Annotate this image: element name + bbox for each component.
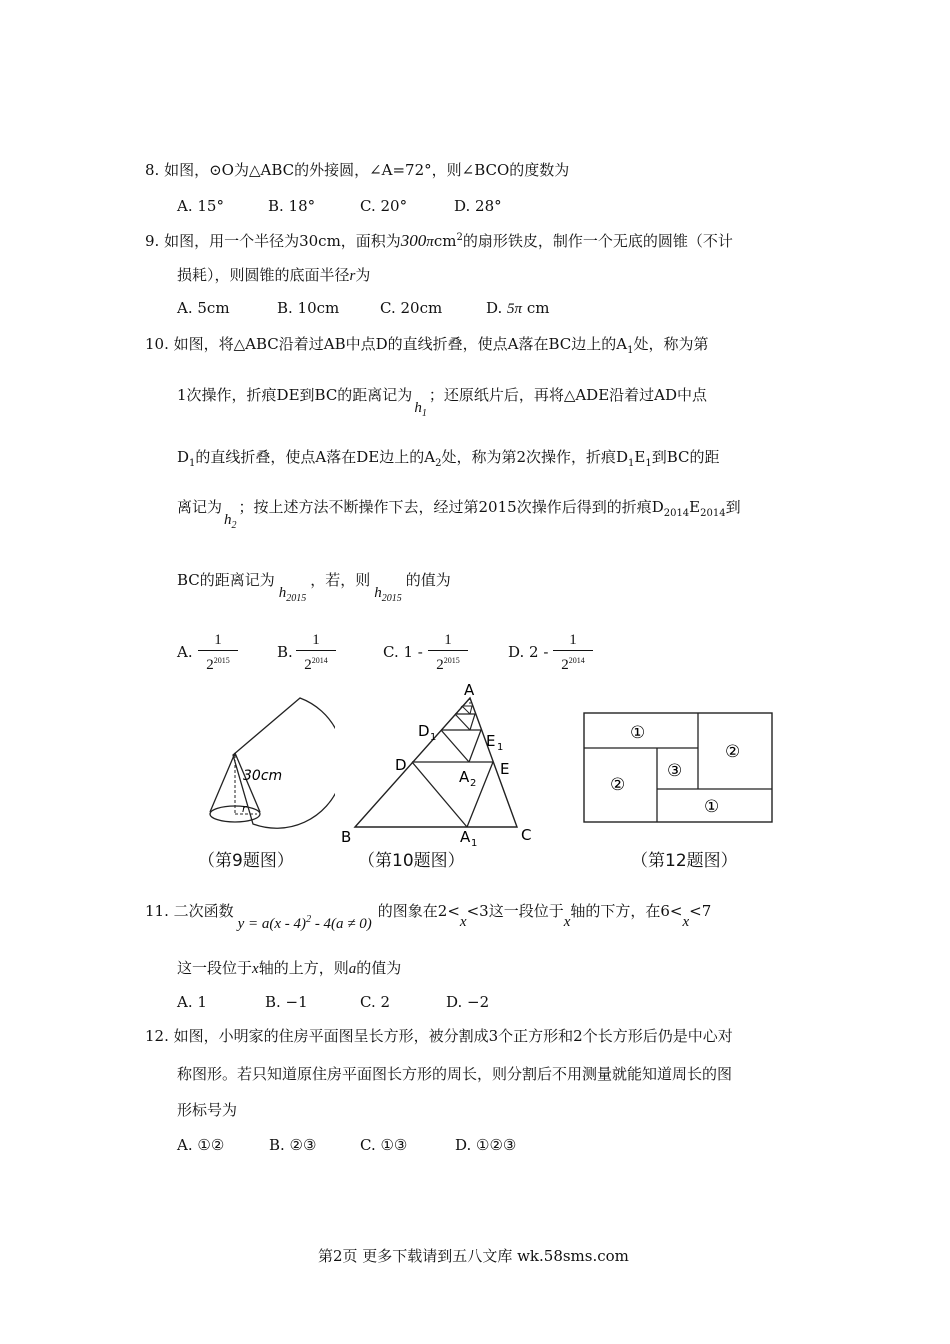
fig9-r-label: r: [242, 802, 247, 815]
q9-option-b: B. 10cm: [277, 299, 340, 317]
fig10-label-D: D: [395, 756, 407, 774]
q10-line1: 10. 如图，将△ABC沿着过AB中点D的直线折叠，使点A落在BC边上的$A_1$处，称为第: [145, 335, 709, 356]
q12-line2: 称图形。若只知道原住房平面图长方形的周长，则分割后不用测量就能知道周长的图: [177, 1065, 733, 1083]
q10-option-b-fraction: 1 $2^{2014}$: [296, 631, 336, 674]
fig12-mark-1-bottom: ①: [704, 797, 720, 817]
fig10-label-A2: A: [459, 768, 470, 786]
figure-9-caption: （第9题图）: [198, 851, 294, 871]
q12-option-a: A. ①②: [177, 1136, 225, 1154]
fig12-mark-2-left: ②: [610, 775, 626, 795]
q10-option-a-label: A.: [177, 643, 193, 661]
fig10-label-D1-sub: 1: [430, 732, 437, 743]
fig12-mark-3: ③: [667, 761, 683, 781]
fig10-label-A1: A: [460, 828, 471, 846]
fig10-label-E: E: [500, 760, 510, 778]
q11-option-a: A. 1: [177, 993, 207, 1011]
q12-option-d: D. ①②③: [455, 1136, 517, 1154]
q10-option-c-fraction: 1 $2^{2015}$: [428, 631, 468, 674]
q9-stem-line2: 损耗），则圆锥的底面半径r为: [177, 266, 371, 284]
q11-option-d: D. −2: [446, 993, 490, 1011]
q10-option-c-label: C. 1 -: [383, 643, 423, 661]
fig10-label-A1-sub: 1: [471, 838, 478, 847]
fig10-label-E1: E: [486, 732, 496, 750]
figure-10-triangle: [335, 682, 545, 847]
q10-option-d-fraction: 1 $2^{2014}$: [553, 631, 593, 674]
q11-line2: 这一段位于x轴的上方，则a的值为: [177, 959, 402, 977]
fig10-label-C: C: [521, 826, 532, 844]
q10-line4: 离记为$h_2$；按上述方法不断操作下去，经过第2015次操作后得到的折痕$D_{2014}E_{2014}$到: [177, 498, 741, 531]
fig12-mark-2-right: ②: [725, 742, 741, 762]
figure-9-cone: [195, 690, 335, 840]
page-footer: 第2页 更多下载请到五八文库 wk.58sms.com: [318, 1247, 629, 1265]
q8-option-b: B. 18°: [268, 197, 316, 215]
q8-option-d: D. 28°: [454, 197, 502, 215]
q10-line2: 1次操作，折痕DE到BC的距离记为$h_1$；还原纸片后，再将△ADE沿着过AD中点: [177, 386, 708, 419]
q8-stem: 8. 如图，⊙O为△ABC的外接圆，∠A=72°，则∠BCO的度数为: [145, 161, 570, 179]
q9-stem-line1: 9. 如图，用一个半径为30cm，面积为300πcm$^2$的扇形铁皮，制作一个无底的圆锥（不计: [145, 231, 733, 250]
fig12-mark-1-top: ①: [630, 723, 646, 743]
q11-option-b: B. −1: [265, 993, 308, 1011]
q12-option-b: B. ②③: [269, 1136, 317, 1154]
fig10-label-E1-sub: 1: [497, 742, 504, 753]
q10-option-a-fraction: 1 $2^{2015}$: [198, 631, 238, 674]
q9-option-c: C. 20cm: [380, 299, 443, 317]
figure-12-caption: （第12题图）: [631, 851, 738, 871]
q9-option-a: A. 5cm: [177, 299, 230, 317]
q10-line3: $D_1$的直线折叠，使点A落在DE边上的$A_2$处，称为第2次操作，折痕$D_1E_1$到BC的距: [177, 448, 720, 469]
q12-option-c: C. ①③: [360, 1136, 408, 1154]
q12-line3: 形标号为: [177, 1101, 238, 1119]
q11-line1: 11. 二次函数y = a(x - 4)$^2$ - 4(a ≠ 0)的图象在2<x<3这一段位于x轴的下方，在6<x<7: [145, 902, 712, 932]
fig10-label-A: A: [464, 682, 475, 699]
q10-option-d-label: D. 2 -: [508, 643, 549, 661]
figure-12-floorplan: [580, 710, 776, 826]
q8-option-a: A. 15°: [177, 197, 224, 215]
q8-option-c: C. 20°: [360, 197, 408, 215]
q10-line5: BC的距离记为$h_{2015}$，若，则$h_{2015}$的值为: [177, 571, 451, 604]
q9-option-d: D. 5π cm: [486, 299, 550, 317]
q12-line1: 12. 如图，小明家的住房平面图呈长方形，被分割成3个正方形和2个长方形后仍是中心对: [145, 1027, 733, 1045]
q10-option-b-label: B.: [277, 643, 293, 661]
fig9-radius-label: 30cm: [243, 768, 283, 784]
q11-option-c: C. 2: [360, 993, 391, 1011]
figure-10-caption: （第10题图）: [358, 851, 465, 871]
fig10-label-B: B: [341, 828, 352, 846]
fig10-label-A2-sub: 2: [470, 778, 477, 789]
fig10-label-D1: D: [418, 722, 430, 740]
